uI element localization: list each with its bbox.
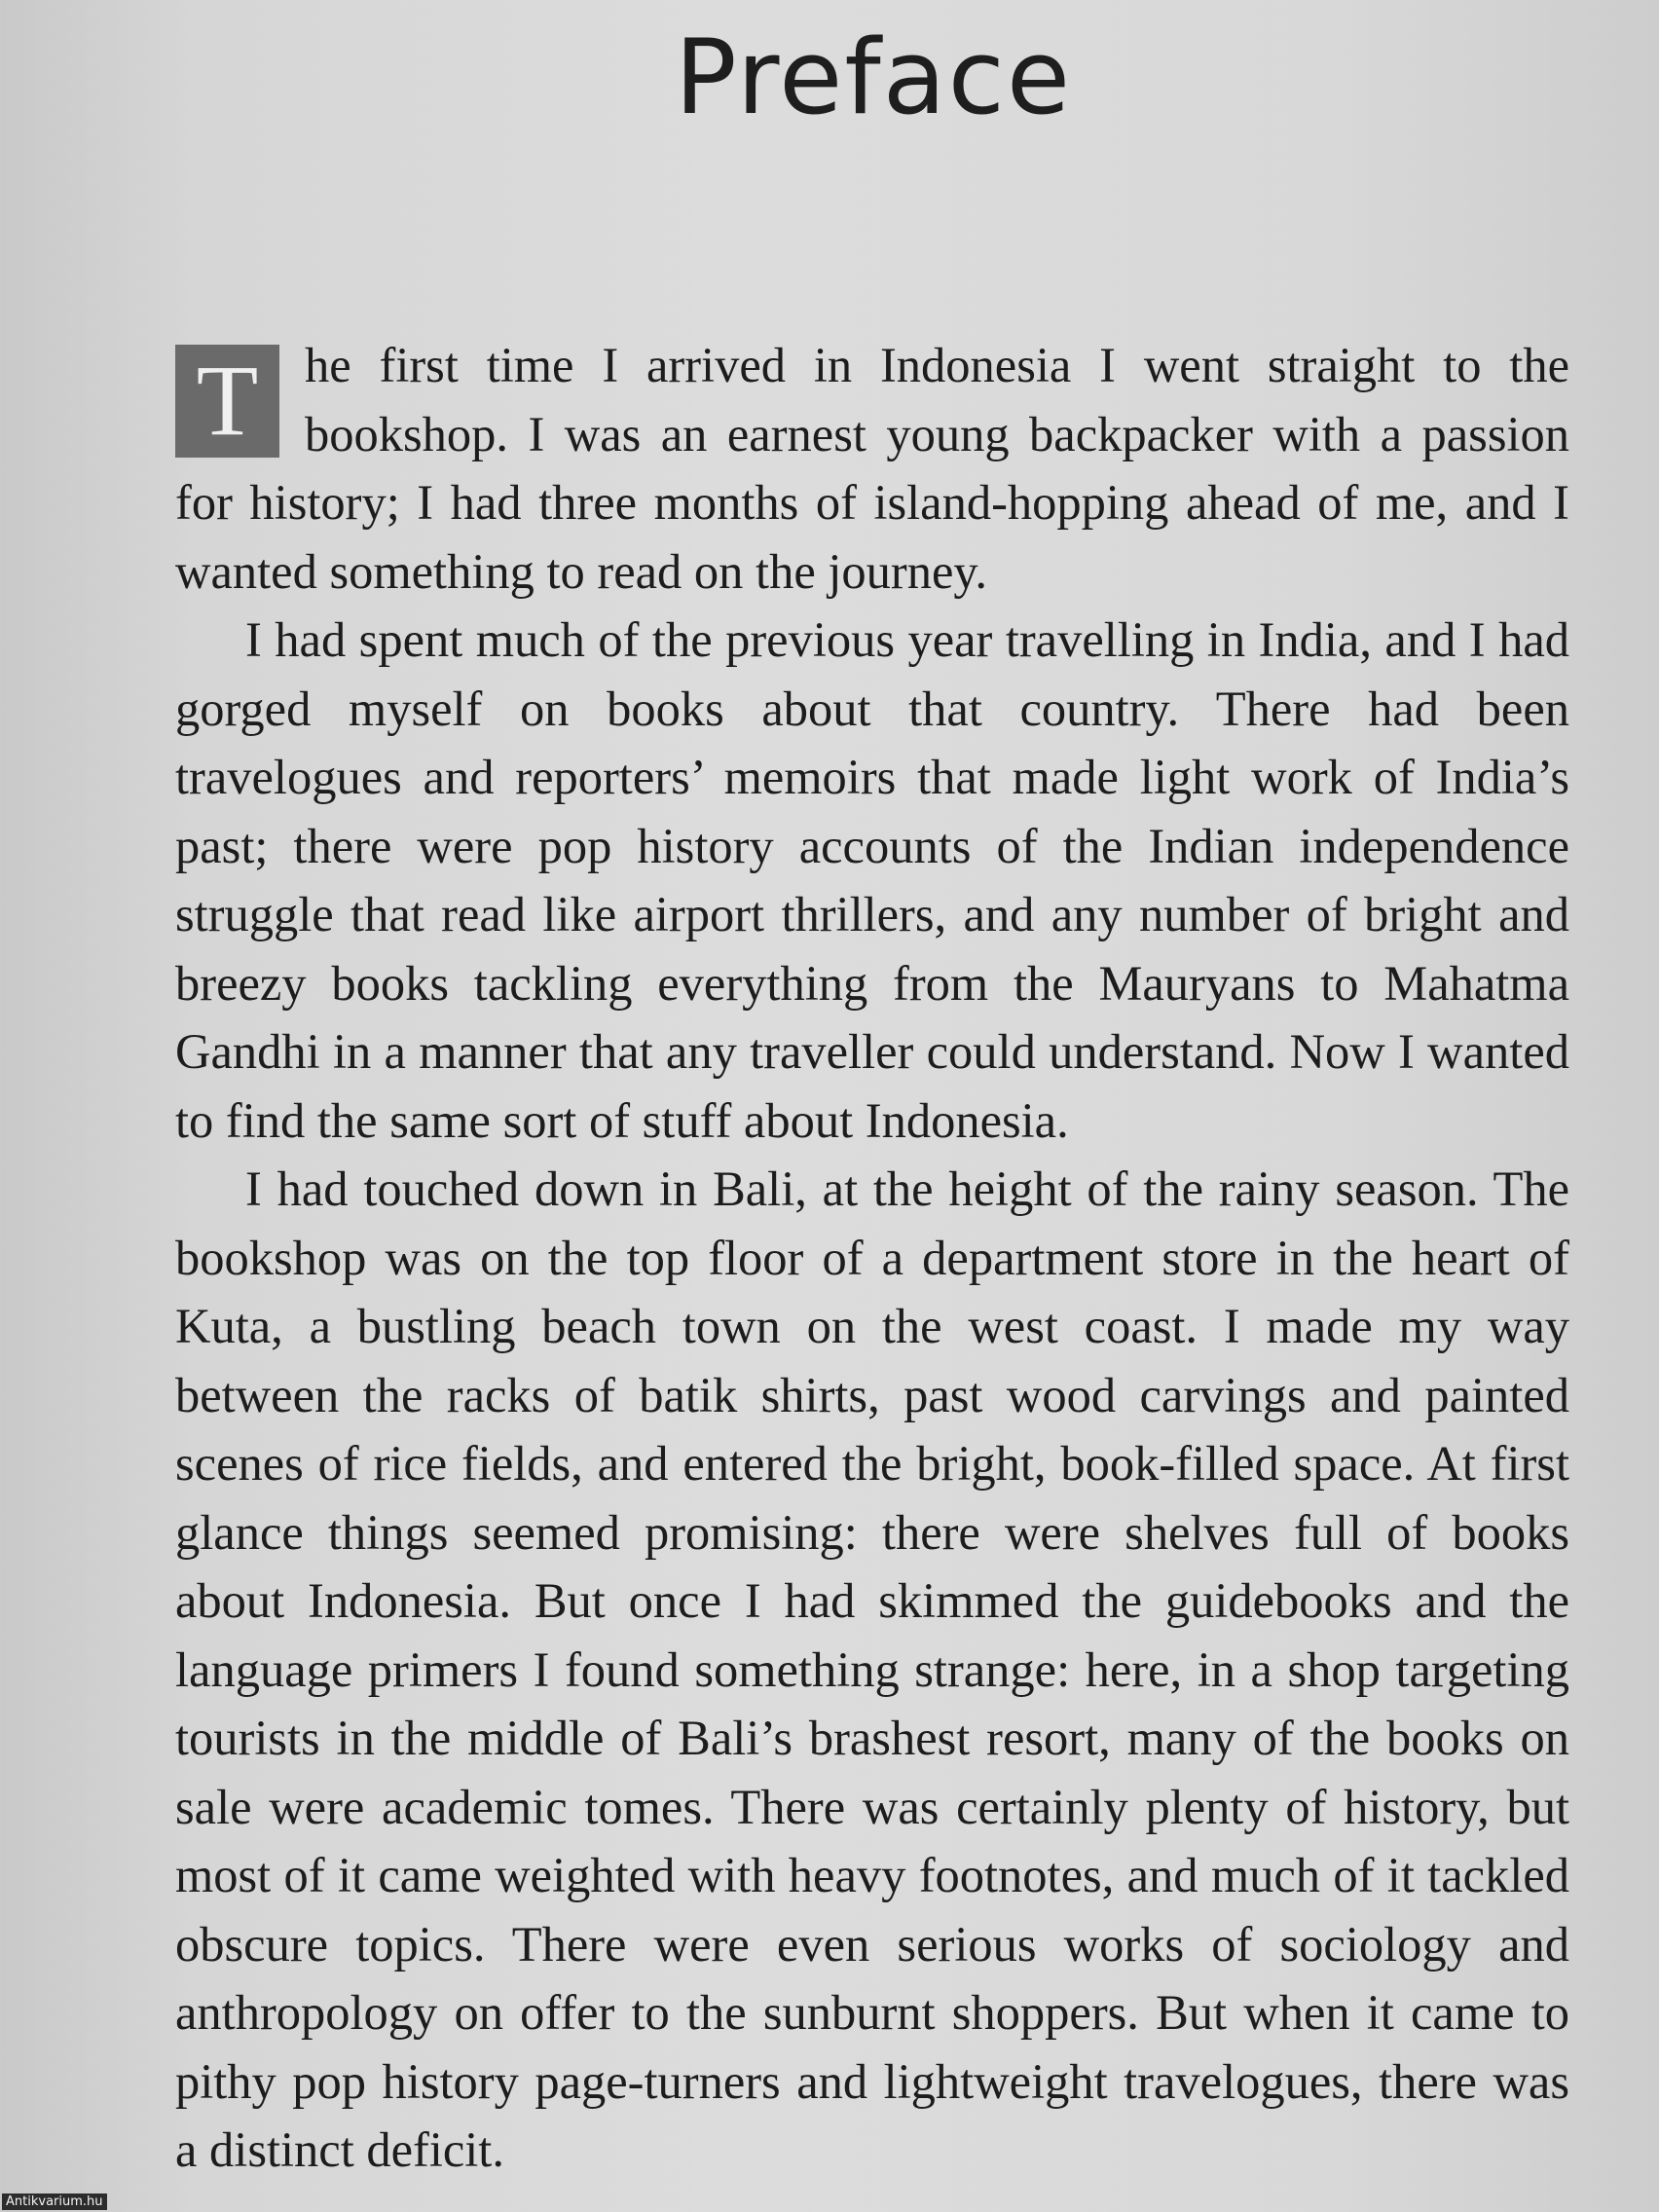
paragraph-1 xyxy=(175,331,1569,606)
page-title: Preface xyxy=(674,18,1073,137)
preface-body xyxy=(175,331,1569,2185)
watermark: Antikvarium.hu xyxy=(2,2194,107,2210)
paragraph-2: I had spent much of the previous year travelling in India, and I had gorged myself on books about that country. There had been travelogues and reporters’ memoirs that made light work of India’s past; there were pop history accounts of the Indian independence struggle that read like airport thrillers, and any number of bright and breezy books tackling everything from the Mauryans to Mahatma Gandhi in a manner that any traveller could understand. Now I wanted to find the same sort of stuff about Indonesia. xyxy=(175,612,1569,1148)
paragraph-1-text: he first time I arrived in Indonesia I went straight to the bookshop. I was an earnest young backpacker with a passion for history; I had three months of island-hopping ahead of me, and I wanted something to read on the journey. xyxy=(175,338,1569,599)
drop-cap: T xyxy=(175,345,279,458)
paragraph-3: I had touched down in Bali, at the height of the rainy season. The bookshop was on the top floor of a department store in the heart of Kuta, a bustling beach town on the west coast. I made my way between the racks of batik shirts, past wood carvings and painted scenes of rice fields, and entered the bright, book-filled space. At first glance things seemed promising: there were shelves full of books about Indonesia. But once I had skimmed the guidebooks and the language primers I found something strange: here, in a shop targeting tourists in the middle of Bali’s brashest resort, many of the books on sale were academic tomes. There was certainly plenty of history, but most of it came weighted with heavy footnotes, and much of it tackled obscure topics. There were even serious works of sociology and anthropology on offer to the sunburnt shoppers. But when it came to pithy pop history page-turners and lightweight travelogues, there was a distinct deficit. xyxy=(175,1161,1569,2177)
